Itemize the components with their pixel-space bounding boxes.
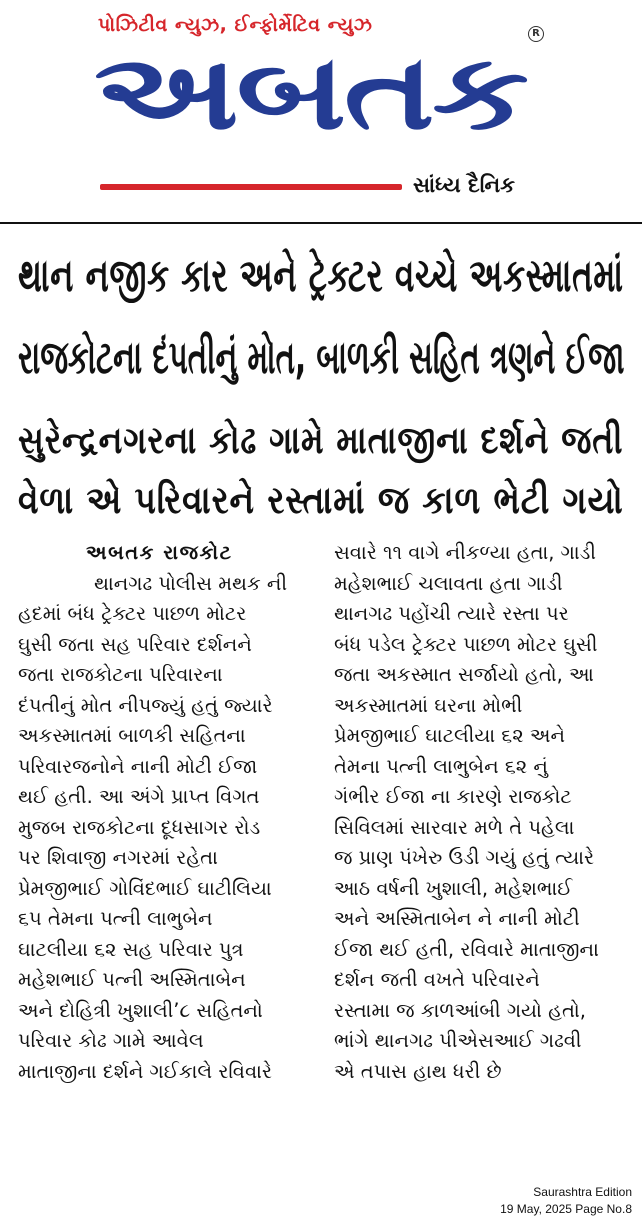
article-line: ગંભીર ઈજા ના કારણે રાજકોટ (334, 785, 572, 808)
article-column-right (334, 538, 632, 1087)
article-column-left (18, 538, 318, 1087)
article-line: થાનગઢ પોલીસ મથક ની (94, 571, 288, 595)
article-line: પર શિવાજી નગરમાં રહેતા (18, 846, 218, 869)
article-line: મહેશભાઈ ચલાવતા હતા ગાડી (334, 571, 563, 595)
left-column-text (18, 569, 318, 1088)
article-line: થાનગઢ પહોંચી ત્યારે રસ્તા પર (334, 602, 569, 625)
right-column-text (334, 538, 632, 1087)
masthead (0, 0, 642, 215)
article-line: હદમાં બંધ ટ્રેક્ટર પાછળ મોટર (18, 602, 247, 625)
registered-mark-icon: R (528, 26, 544, 42)
header-rule (0, 222, 642, 224)
edition-date-page: 19 May, 2025 Page No.8 (500, 1202, 632, 1216)
article-line: તેમના પત્ની લાભુબેન ૬૨ નું (334, 754, 548, 778)
article-line: એ તપાસ હાથ ધરી છે (334, 1059, 502, 1083)
article-line: અને અસ્મિતાબેન ને નાની મોટી (334, 907, 580, 930)
article-line: પ્રેમજીભાઈ ઘાટલીયા ૬૨ અને (334, 724, 565, 747)
masthead-subtitle: સાંધ્ય દૈનિક (413, 173, 515, 197)
article-line: ભાંગે થાનગઢ પીએસઆઈ ગઢવી (334, 1029, 582, 1052)
masthead-tagline: પોઝિટીવ ન્યુઝ, ઈન્ફોર્મેટિવ ન્યુઝ (98, 14, 373, 36)
masthead-divider (100, 184, 402, 190)
edition-info (500, 1184, 632, 1218)
article-line: દર્શન જતી વખતે પરિવારને (334, 968, 540, 991)
article-line: અકસ્માતમાં ઘરના મોભી (334, 693, 523, 717)
headline-line-2: રાજકોટના દંપતીનું મોત, બાળકી સહિત ત્રણને ઈજા (18, 330, 625, 384)
article-line: સિવિલમાં સારવાર મળે તે પહેલા (334, 815, 575, 839)
article-line: ૬૫ તેમના પત્ની લાભુબેન (18, 907, 213, 930)
article-line: અને દોહિત્રી ખુશાલી’૮ સહિતનો (18, 998, 263, 1022)
article-line: ઘાટલીયા ૬૨ સહ પરિવાર પુત્ર (18, 937, 244, 961)
masthead-subtitle-bar (100, 173, 536, 205)
edition-name: Saurashtra Edition (533, 1185, 632, 1199)
article-line: સવારે ૧૧ વાગે નીકળ્યા હતા, ગાડી (334, 541, 596, 564)
article-line: પ્રેમજીભાઈ ગોવિંદભાઈ ઘાટીલિયા (18, 876, 272, 900)
article-line: પરિવાર કોઢ ગામે આવેલ (18, 1029, 204, 1052)
article-line: આઠ વર્ષની ખુશાલી, મહેશભાઈ (334, 876, 573, 900)
subheadline-line-1: સુરેન્દ્રનગરના કોઢ ગામે માતાજીના દર્શને જતી (18, 418, 624, 462)
article-line: મહેશભાઈ પત્ની અસ્મિતાબેન (18, 968, 246, 991)
article-byline: અબતક રાજકોટ (86, 541, 233, 564)
article-line: થઈ હતી. આ અંગે પ્રાપ્ત વિગત (18, 785, 260, 808)
subheadline-line-2: વેળા એ પરિવારને રસ્તામાં જ કાળ ભેટી ગયો (18, 478, 624, 522)
article-line: પરિવારજનોને નાની મોટી ઈજા (18, 754, 258, 778)
article-line: જતા અકસ્માત સર્જાયો હતો, આ (334, 663, 594, 686)
article-line: માતાજીના દર્શને ગઈકાલે રવિવારે (18, 1059, 272, 1083)
article-line: જ પ્રાણ પંખેરુ ઉડી ગયું હતું ત્યારે (334, 846, 595, 869)
article-line: દંપતીનું મોત નીપજ્યું હતું જ્યારે (18, 693, 273, 717)
article-line: જતા રાજકોટના પરિવારના (18, 663, 223, 686)
newspaper-logo: અબતક (94, 31, 527, 153)
article-line: અકસ્માતમાં બાળકી સહિતના (18, 724, 246, 747)
article-line: ઘુસી જતા સહ પરિવાર દર્શનને (18, 632, 252, 656)
article-line: બંધ પડેલ ટ્રેક્ટર પાછળ મોટર ઘુસી (334, 632, 598, 656)
article-line: રસ્તામા જ કાળઆંબી ગયો હતો, (334, 998, 586, 1022)
headline-line-1: થાન નજીક કાર અને ટ્રેક્ટર વચ્ચે અકસ્માતમાં (18, 248, 624, 302)
article-line: ઈજા થઈ હતી, રવિવારે માતાજીના (334, 937, 599, 961)
article-line: મુજબ રાજકોટના દૂધસાગર રોડ (18, 815, 261, 839)
